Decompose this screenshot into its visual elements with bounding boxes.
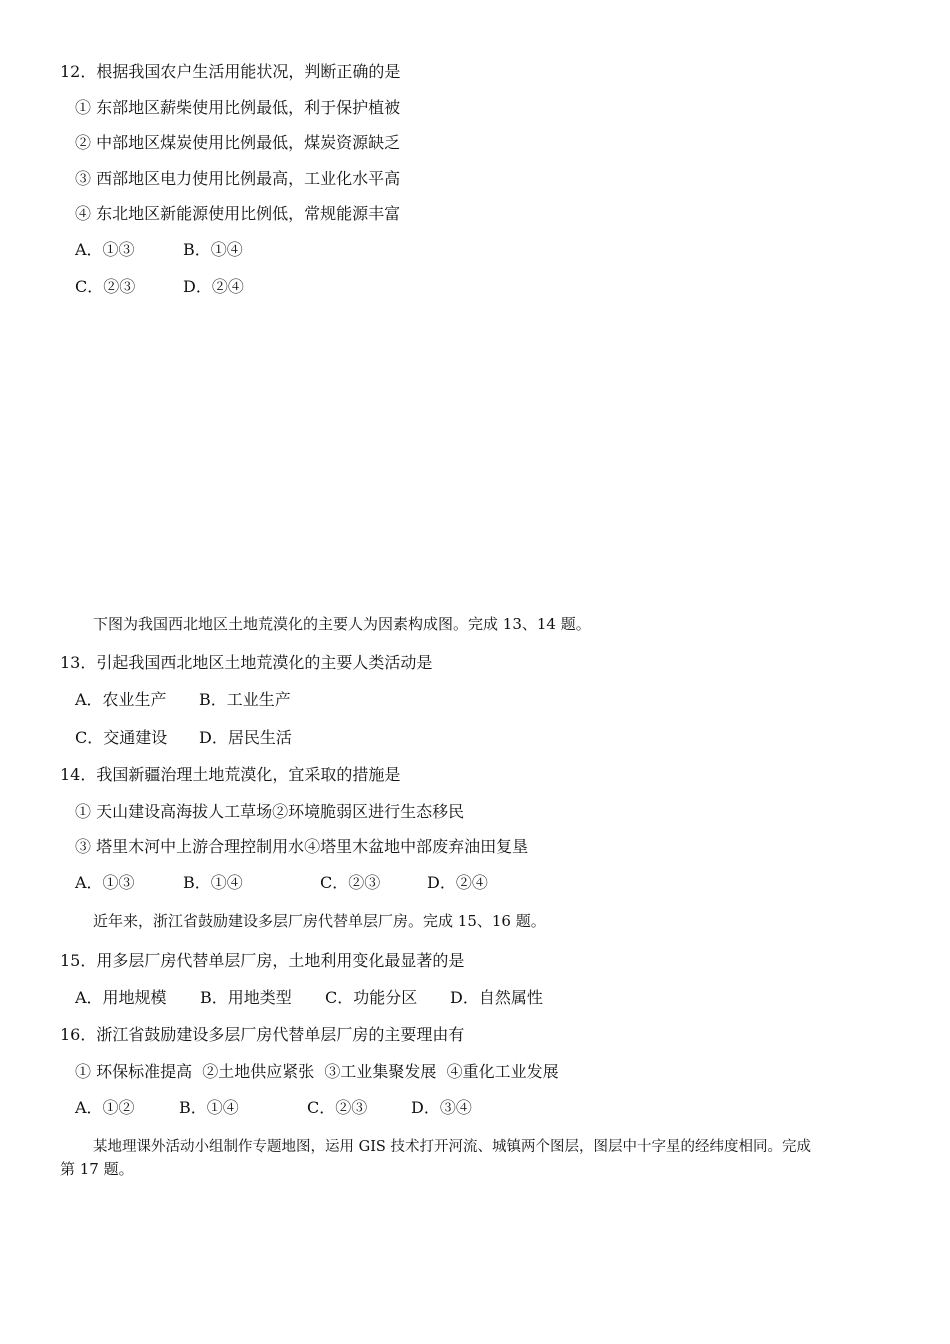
question-13-option-d[interactable]: D．居民生活	[199, 728, 292, 747]
question-13-option-c[interactable]: C．交通建设	[75, 728, 168, 747]
question-16-option-c[interactable]: C．②③	[307, 1098, 368, 1117]
question-14-option-c[interactable]: C．②③	[320, 873, 381, 892]
question-12-option-a[interactable]: A．①③	[75, 240, 135, 259]
question-16-option-b[interactable]: B．①④	[179, 1098, 239, 1117]
question-12-option-c[interactable]: C．②③	[75, 277, 136, 296]
question-14-option-d[interactable]: D．②④	[427, 873, 488, 892]
question-16-option-a[interactable]: A．①②	[75, 1098, 135, 1117]
question-16-option-d[interactable]: D．③④	[411, 1098, 472, 1117]
question-14-item-1: ① 天山建设高海拔人工草场②环境脆弱区进行生态移民	[75, 802, 465, 821]
intro-question-17-line-1: 某地理课外活动小组制作专题地图，运用 GIS 技术打开河流、城镇两个图层，图层中十字星的经纬度相同。完成	[93, 1139, 811, 1155]
question-12-option-b[interactable]: B．①④	[183, 240, 243, 259]
question-12-item-4: ④ 东北地区新能源使用比例低，常规能源丰富	[75, 204, 401, 223]
question-14-option-b[interactable]: B．①④	[183, 873, 243, 892]
question-13-stem: 13．引起我国西北地区土地荒漠化的主要人类活动是	[60, 653, 433, 672]
question-13-option-a[interactable]: A．农业生产	[75, 690, 167, 709]
question-12-item-2: ② 中部地区煤炭使用比例最低，煤炭资源缺乏	[75, 133, 401, 152]
question-14-stem: 14．我国新疆治理土地荒漠化，宜采取的措施是	[60, 765, 401, 784]
question-12-option-d[interactable]: D．②④	[183, 277, 244, 296]
question-15-option-d[interactable]: D．自然属性	[450, 988, 543, 1007]
question-16-stem: 16．浙江省鼓励建设多层厂房代替单层厂房的主要理由有	[60, 1025, 465, 1044]
intro-questions-13-14: 下图为我国西北地区土地荒漠化的主要人为因素构成图。完成 13、14 题。	[93, 615, 591, 633]
question-14-option-a[interactable]: A．①③	[75, 873, 135, 892]
question-15-option-c[interactable]: C．功能分区	[325, 988, 418, 1007]
question-15-stem: 15．用多层厂房代替单层厂房，土地利用变化最显著的是	[60, 951, 465, 970]
question-16-items: ① 环保标准提高 ②土地供应紧张 ③工业集聚发展 ④重化工业发展	[75, 1062, 559, 1081]
intro-question-17-line-2: 第 17 题。	[60, 1160, 134, 1178]
question-13-option-b[interactable]: B．工业生产	[199, 690, 291, 709]
question-14-item-2: ③ 塔里木河中上游合理控制用水④塔里木盆地中部废弃油田复垦	[75, 837, 529, 856]
question-15-option-b[interactable]: B．用地类型	[200, 988, 292, 1007]
question-15-option-a[interactable]: A．用地规模	[75, 988, 167, 1007]
question-12-item-3: ③ 西部地区电力使用比例最高，工业化水平高	[75, 169, 401, 188]
intro-questions-15-16: 近年来，浙江省鼓励建设多层厂房代替单层厂房。完成 15、16 题。	[93, 912, 546, 930]
question-12-item-1: ① 东部地区薪柴使用比例最低，利于保护植被	[75, 98, 401, 117]
question-12-stem: 12．根据我国农户生活用能状况，判断正确的是	[60, 62, 401, 81]
